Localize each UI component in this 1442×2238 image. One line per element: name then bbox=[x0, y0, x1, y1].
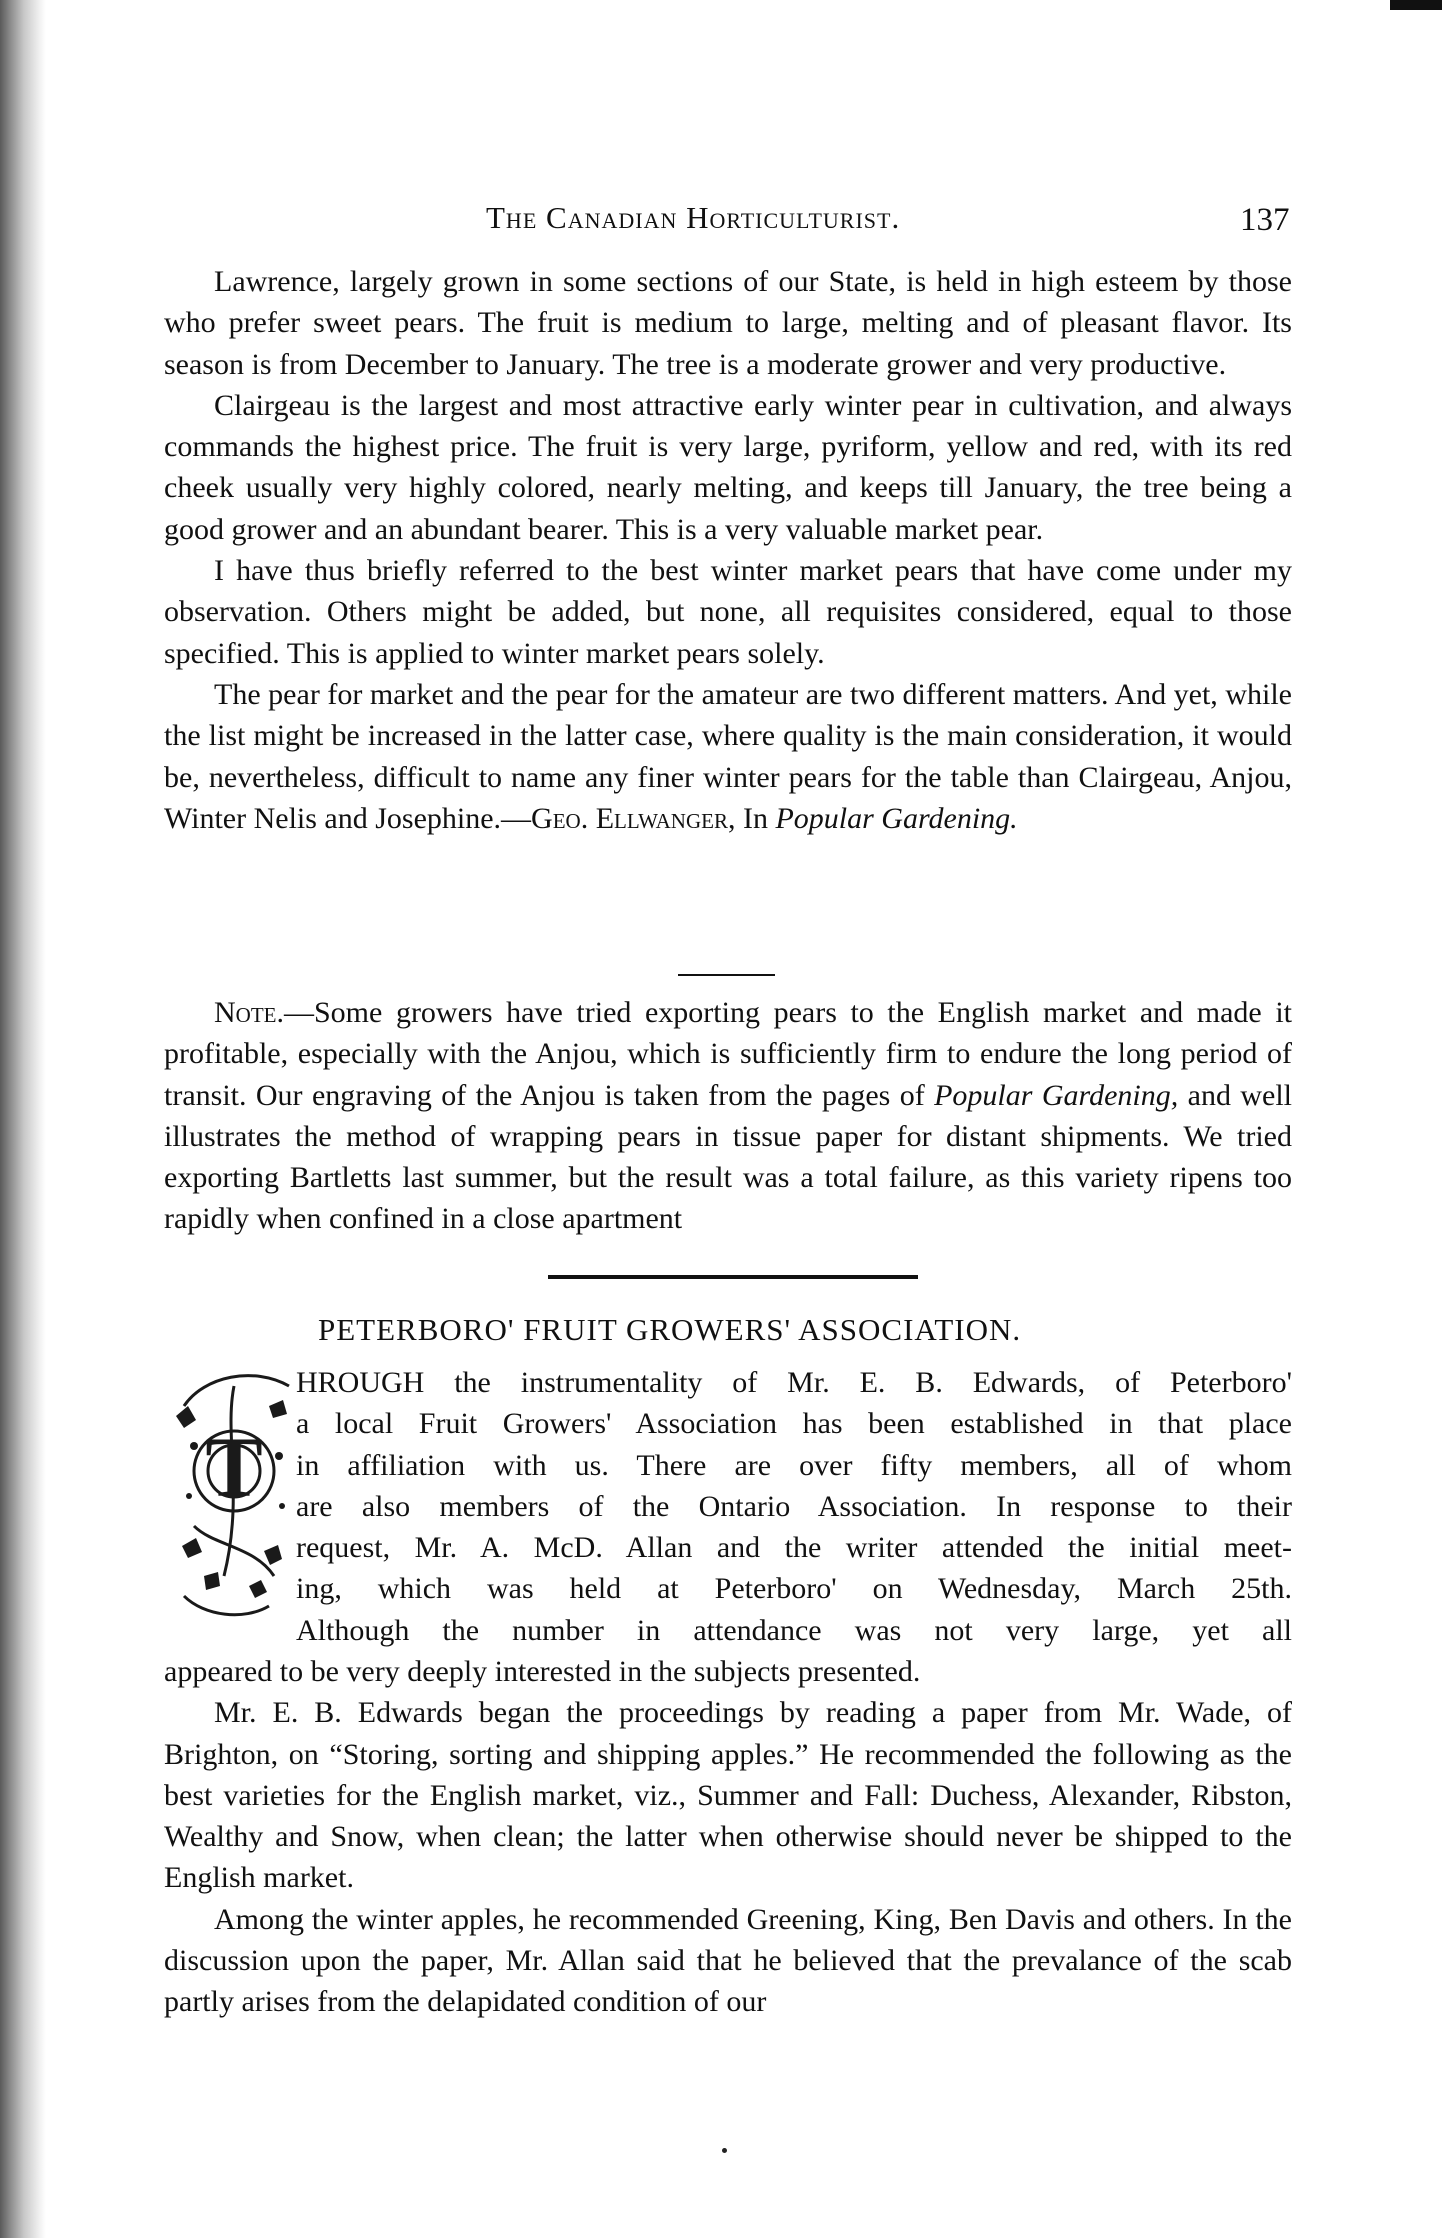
print-speck bbox=[722, 2148, 727, 2153]
paragraph-winter-apples: Among the winter apples, he recommended Greening, King, Ben Davis and others. In the discussion upon the paper, Mr. Allan said that he believed that the prevalance of the scab partly arises from the delapidated condition of our bbox=[164, 1902, 1292, 2019]
dropcap-line-1: HROUGH the instrumentality of Mr. E. B. Edwards, of Peterboro' bbox=[296, 1366, 1292, 1399]
dropcap-wrapped-lines bbox=[296, 1362, 1292, 1651]
drop-cap-vine-ornament bbox=[164, 1346, 304, 1636]
drop-cap-letter: T bbox=[205, 1419, 263, 1515]
dropcap-line-5: request, Mr. A. McD. Allan and the writer attended the initial meet- bbox=[296, 1531, 1292, 1565]
section-divider-short bbox=[678, 974, 775, 976]
note-label: Note. bbox=[214, 996, 284, 1029]
note-source: Popular Gardening, bbox=[934, 1078, 1179, 1112]
paragraph-lawrence: Lawrence, largely grown in some sections of our State, is held in high esteem by those who prefer sweet pears. The fruit is medium to large, melting and of pleasant flavor. Its season is from December to January. The tree is a moderate grower and very productive. bbox=[164, 265, 1292, 381]
running-head bbox=[0, 200, 1442, 250]
section-divider-long bbox=[548, 1275, 918, 1279]
top-corner-mark bbox=[1390, 0, 1442, 10]
ornamental-drop-cap bbox=[164, 1346, 304, 1636]
page-edge-shadow bbox=[0, 0, 46, 2238]
paragraph-edwards-paper: Mr. E. B. Edwards began the proceedings by reading a paper from Mr. Wade, of Brighton, on “Storing, sorting and shipping apples.” He recommended the following as the best varieties for the English market, viz., Summer and Fall: Duchess, Alexander, Ribston, Wealthy and Snow, when clean; the latter when otherwise should never be shipped to the English market. bbox=[164, 1696, 1292, 1895]
note-paragraph bbox=[164, 992, 1292, 1240]
dropcap-line-3: in affiliation with us. There are over fifty members, all of whom bbox=[296, 1448, 1292, 1482]
paragraph-clairgeau: Clairgeau is the largest and most attractive early winter pear in cultivation, and always commands the highest price. The fruit is very large, pyriform, yellow and red, with its red cheek usually very highly colored, nearly melting, and keeps till January, the tree being a good grower and an abundant bearer. This is a very valuable market pear. bbox=[164, 388, 1292, 546]
note-text-a: —Some growers have tried exporting pears to the English market and made it profitable, especially with the Anjou, which is sufficiently firm to endure the long period of transit. Our engraving of the Anjou is taken from the pages of bbox=[164, 996, 1292, 1112]
dropcap-continuation: appeared to be very deeply interested in the subjects presented. bbox=[164, 1655, 921, 1688]
paragraph-amateur-pears bbox=[164, 674, 1292, 839]
paragraph-amateur-pears-text: The pear for market and the pear for the amateur are two different matters. And yet, while the list might be increased in the latter case, where quality is the main consideration, it would be, nevertheless, difficult to name any finer winter pears for the table than Clairgeau, Anjou, Winter Nelis and Josephine. bbox=[164, 677, 1292, 835]
note-text-b: and well illustrates the method of wrapping pears in tissue paper for distant shipments. We tried exporting Bartletts last summer, but the result was a total failure, as this variety ripens too rapidly when confined in a close apartment bbox=[164, 1078, 1292, 1236]
paragraph-winter-market-pears: I have thus briefly referred to the best winter market pears that have come under my observation. Others might be added, but none, all requisites considered, equal to those specified. This is applied to winter market pears solely. bbox=[164, 554, 1292, 670]
association-report bbox=[164, 1651, 1292, 2023]
pear-article bbox=[164, 261, 1292, 839]
editor-note bbox=[164, 992, 1292, 1240]
dropcap-line-4: are also members of the Ontario Association. In response to their bbox=[296, 1489, 1292, 1523]
dropcap-line-6: ing, which was held at Peterboro' on Wednesday, March 25th. bbox=[296, 1572, 1292, 1606]
running-title: The Canadian Horticulturist. bbox=[486, 200, 901, 235]
page-number: 137 bbox=[1240, 202, 1290, 238]
signature-author: —Geo. Ellwanger bbox=[501, 801, 728, 835]
section-heading: PETERBORO' FRUIT GROWERS' ASSOCIATION. bbox=[318, 1312, 1022, 1347]
dropcap-line-2: a local Fruit Growers' Association has been established in that place bbox=[296, 1407, 1292, 1441]
signature-source: Popular Gardening. bbox=[775, 801, 1018, 835]
signature-source-prefix: , In bbox=[727, 801, 776, 835]
dropcap-line-7: Although the number in attendance was not very large, yet all bbox=[296, 1613, 1292, 1647]
